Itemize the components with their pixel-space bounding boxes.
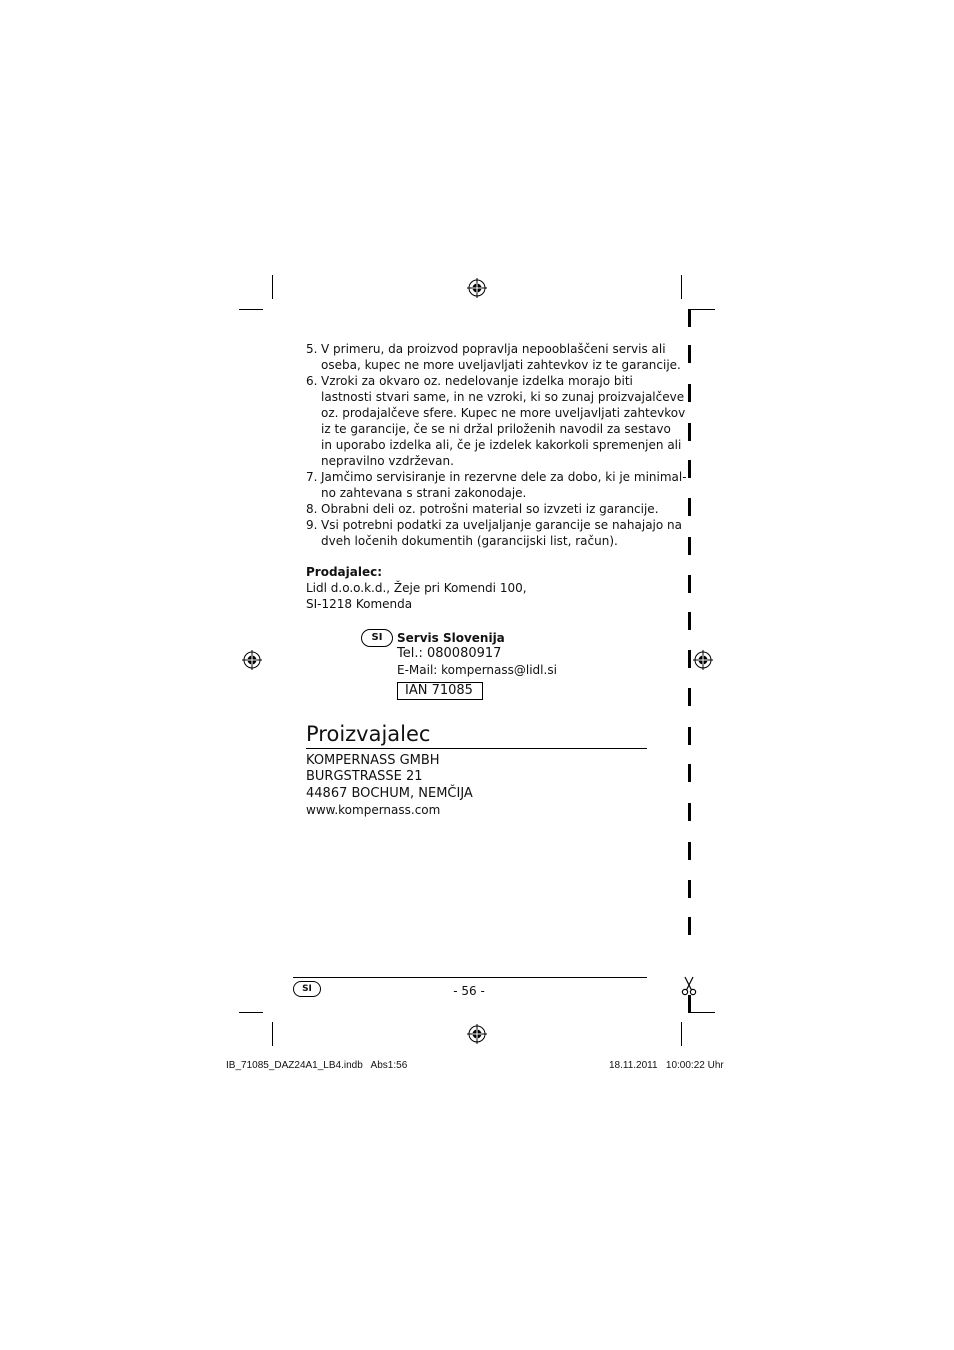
footer-rule [293,977,647,978]
crop-mark [239,309,263,310]
registration-mark-icon [467,1024,487,1044]
crop-mark [272,275,273,299]
section-rule [306,748,647,749]
manufacturer-line: KOMPERNASS GMBH [306,753,440,768]
page-number: - 56 - [453,984,485,998]
registration-mark-icon [467,278,487,298]
registration-mark-icon [242,650,262,670]
crop-mark [691,309,715,310]
service-name: Servis Slovenija [397,631,505,645]
country-badge: SI [361,629,393,647]
list-item: 7. Jamčimo servisiranje in rezervne dele za dobo, ki je minimal- no zahtevana s strani zakonodaje. [306,470,687,500]
section-title: Proizvajalec [306,722,431,746]
list-item: 8. Obrabni deli oz. potrošni material so izvzeti iz garancije. [306,502,659,516]
service-phone: Tel.: 080080917 [397,646,502,661]
list-item: 5. V primeru, da proizvod popravlja nepooblaščeni servis ali oseba, kupec ne more uveljavljati zahtevkov iz te garancije. [306,342,681,372]
seller-heading: Prodajalec: [306,565,383,579]
manufacturer-line: 44867 BOCHUM, NEMČIJA [306,786,473,801]
ian-box: IAN 71085 [397,682,483,700]
warranty-list [306,341,687,549]
crop-mark [272,1022,273,1046]
slug-file-info: IB_71085_DAZ24A1_LB4.indb Abs1:56 [226,1060,408,1071]
list-item: 6. Vzroki za okvaro oz. nedelovanje izdelka morajo biti lastnosti stvari same, in ne vzroki, ki so zunaj proizvajalčeve oz. prodajalčeve sfere. Kupec ne more uveljavljati zahtevkov iz te garancije, če se ni držal priloženih navodil za sestavo in uporabo izdelka ali, če je izdelek kakorkoli spremenjen ali nepravilno vzdrževan. [306,374,686,468]
crop-mark [681,275,682,299]
manufacturer-website: www.kompernass.com [306,803,441,817]
scissors-icon [681,976,697,996]
footer-country-badge: SI [293,981,321,997]
crop-mark [691,1012,715,1013]
seller-address-line: SI-1218 Komenda [306,597,413,611]
slug-timestamp: 18.11.2011 10:00:22 Uhr [609,1060,724,1071]
manufacturer-line: BURGSTRASSE 21 [306,769,423,784]
seller-address-line: Lidl d.o.o.k.d., Žeje pri Komendi 100, [306,581,527,595]
service-email: E-Mail: kompernass@lidl.si [397,663,557,677]
crop-mark [239,1012,263,1013]
registration-mark-icon [693,650,713,670]
list-item: 9. Vsi potrebni podatki za uveljaljanje garancije se nahajajo na dveh ločenih dokumentih (garancijski list, račun). [306,518,682,548]
crop-mark [681,1022,682,1046]
